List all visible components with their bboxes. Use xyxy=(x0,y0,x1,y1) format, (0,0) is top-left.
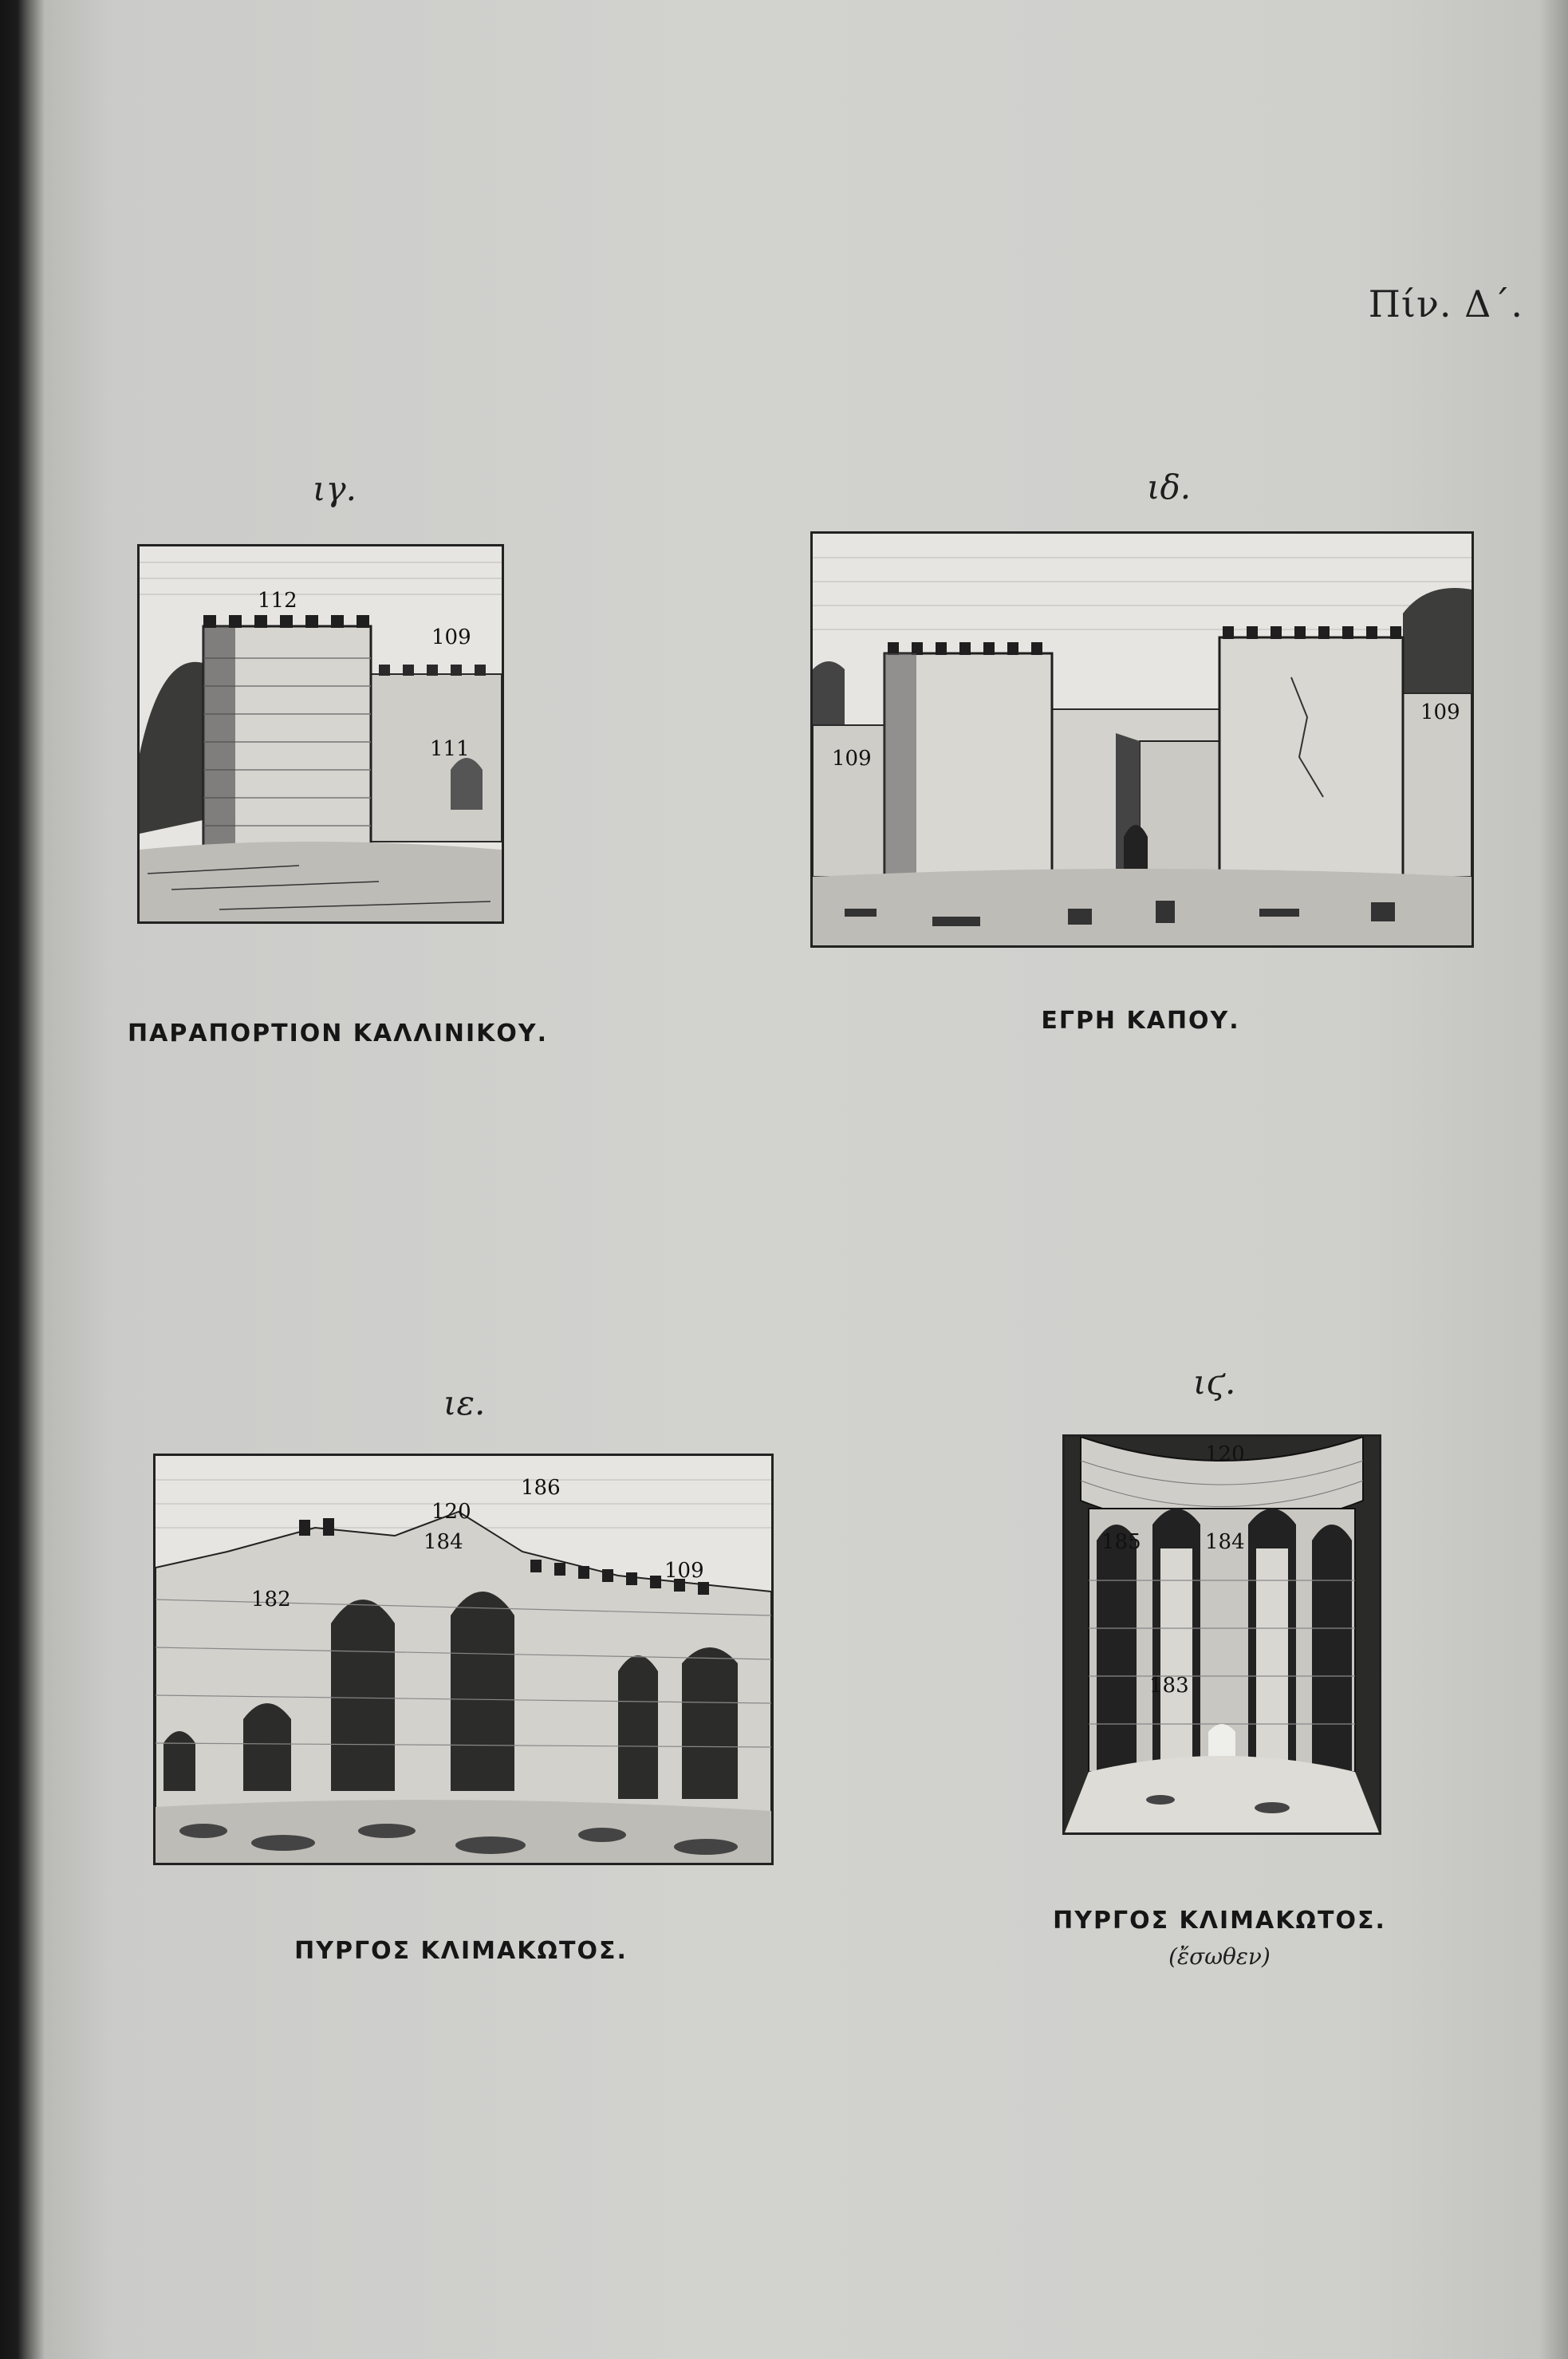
figure-3-engraving xyxy=(153,1454,774,1865)
gate-engraving-2 xyxy=(813,534,1471,945)
figure-2-label-109-right: 109 xyxy=(1420,700,1460,724)
figure-numeral-2: ιδ. xyxy=(1147,467,1192,507)
figure-2-engraving xyxy=(810,531,1474,948)
figure-1-label-109: 109 xyxy=(431,625,471,649)
figure-2-label-109-left: 109 xyxy=(832,747,872,771)
figure-3-label-109: 109 xyxy=(664,1559,704,1583)
figure-4-subcaption: (ἔσωθεν) xyxy=(1168,1943,1271,1970)
figure-3-label-182: 182 xyxy=(251,1588,291,1611)
figure-numeral-3: ιε. xyxy=(443,1383,486,1422)
figure-3-caption: ΠΥΡΓΟΣ ΚΛΙΜΑΚΩΤΟΣ. xyxy=(294,1937,628,1965)
figure-3-label-120: 120 xyxy=(431,1500,471,1524)
figure-4-label-183: 183 xyxy=(1149,1674,1189,1698)
figure-3-label-186: 186 xyxy=(521,1476,561,1500)
tower-ruin-engraving-3 xyxy=(156,1456,771,1863)
figure-numeral-1: ιγ. xyxy=(313,469,357,508)
figure-4-label-185: 185 xyxy=(1101,1530,1141,1554)
tower-interior-engraving-4 xyxy=(1065,1437,1379,1832)
figure-2-caption: ΕΓΡΗ ΚΑΠΟΥ. xyxy=(1041,1007,1240,1035)
figure-4-label-184: 184 xyxy=(1205,1530,1245,1554)
figure-1-caption: ΠΑΡΑΠΟΡΤΙΟΝ ΚΑΛΛΙΝΙΚΟΥ. xyxy=(128,1020,549,1047)
figure-1-engraving xyxy=(137,544,504,924)
plate-label: Πίν. Δ΄. xyxy=(1368,282,1523,325)
figure-4-engraving xyxy=(1062,1434,1381,1835)
figure-numeral-4: ιϛ. xyxy=(1193,1363,1236,1402)
tower-gate-engraving-1 xyxy=(140,546,502,921)
figure-4-caption: ΠΥΡΓΟΣ ΚΛΙΜΑΚΩΤΟΣ. xyxy=(1053,1907,1386,1935)
figure-3-label-184: 184 xyxy=(424,1530,463,1554)
figure-1-label-111: 111 xyxy=(430,737,470,761)
figure-1-label-112: 112 xyxy=(258,589,297,613)
figure-4-label-120: 120 xyxy=(1205,1442,1245,1466)
